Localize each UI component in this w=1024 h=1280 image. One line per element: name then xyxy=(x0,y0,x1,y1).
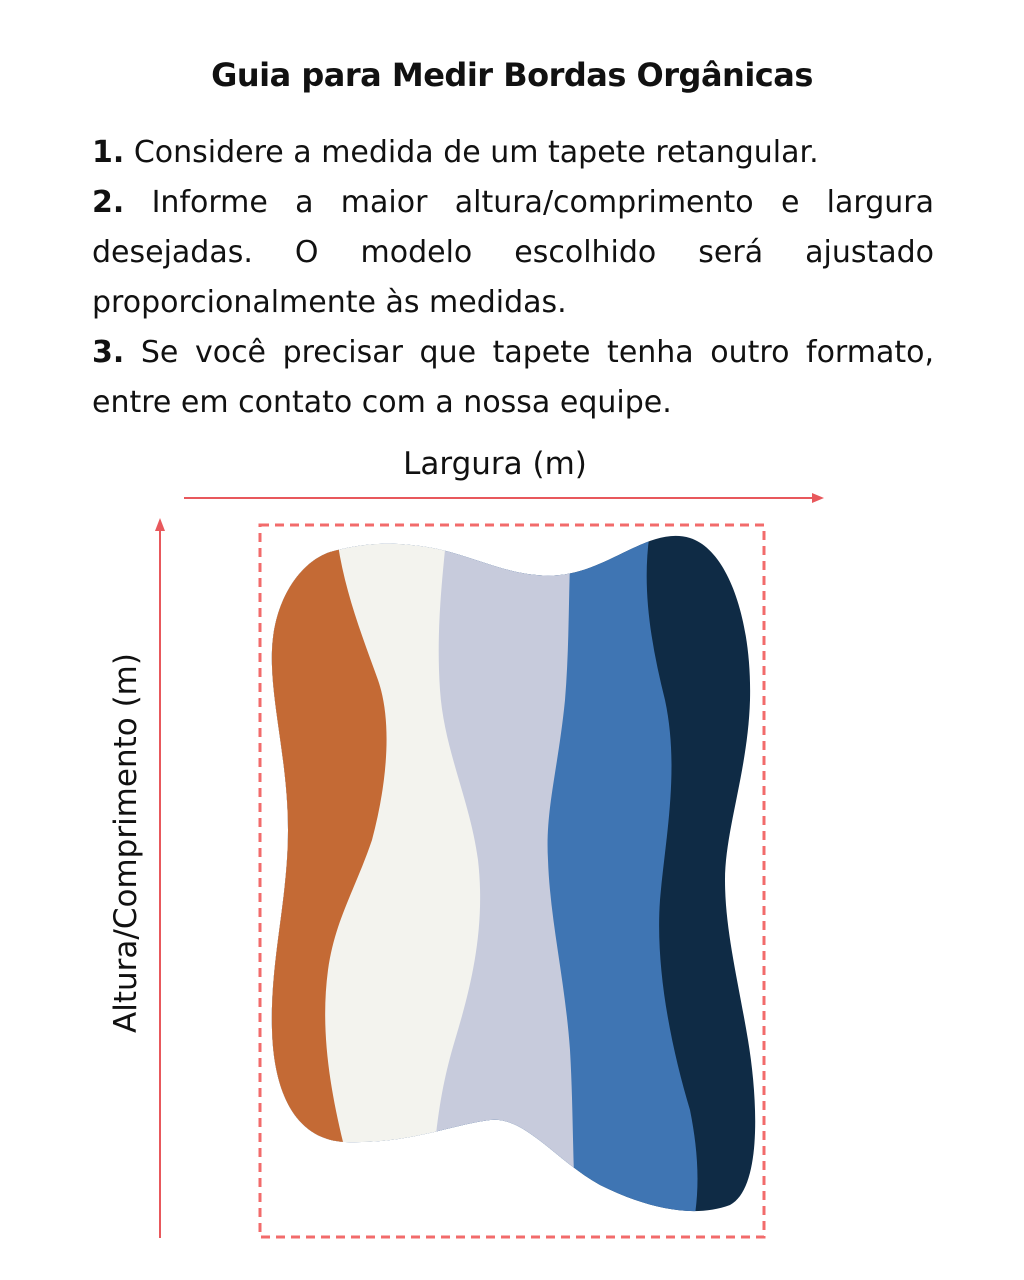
step-2-number: 2. xyxy=(92,185,125,220)
width-arrow xyxy=(184,493,824,503)
step-3-number: 3. xyxy=(92,335,125,370)
height-label: Altura/Comprimento (m) xyxy=(108,653,144,1033)
organic-rug xyxy=(240,520,800,1240)
width-label: Largura (m) xyxy=(403,446,587,482)
height-arrow xyxy=(155,518,165,1238)
page-title: Guia para Medir Bordas Orgânicas xyxy=(211,56,813,94)
height-arrow-head xyxy=(155,518,165,531)
step-2-text: Informe a maior altura/comprimento e largura desejadas. O modelo escolhido será ajustado proporcionalmente às medidas. xyxy=(92,185,934,320)
width-arrow-head xyxy=(812,493,824,503)
step-3-text: Se você precisar que tapete tenha outro formato, entre em contato com a nossa equipe. xyxy=(92,335,934,420)
step-1-text: Considere a medida de um tapete retangular. xyxy=(133,135,819,170)
step-1-number: 1. xyxy=(92,135,125,170)
